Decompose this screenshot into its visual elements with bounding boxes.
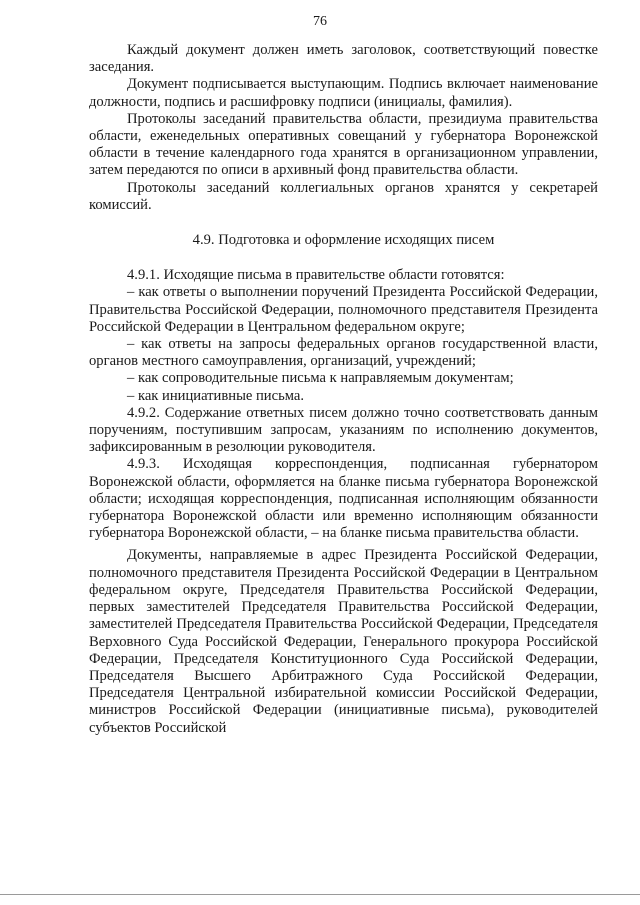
list-item: – как сопроводительные письма к направляемым документам; <box>127 370 514 387</box>
list-item: – как ответы о выполнении поручений Президента Российской Федерации, Правительства Российской Федерации, полномочного представителя Президента Российской Федерации в Центральном федеральном округе; <box>89 284 598 335</box>
paragraph-documents-addressees: Документы, направляемые в адрес Президента Российской Федерации, полномочного представителя Президента Российской Федерации в Центральном федеральном округе, Председателя Правительства Российской Федерации, первых заместителей Председателя Правительства Российской Федерации, заместителей Председателя Правительства Российской Федерации, Председателя Верховного Суда Российской Федерации, Генерального прокурора Российской Федерации, Председателя Конституционного Суда Российской Федерации, Председателя Высшего Арбитражного Суда Российской Федерации, Председателя Центральной избирательной комиссии Российской Федерации, министров Российской Федерации (инициативные письма), руководителей субъектов Российской <box>89 547 598 736</box>
paragraph-heading-requirement: Каждый документ должен иметь заголовок, соответствующий повестке заседания. <box>89 42 598 76</box>
list-item: – как ответы на запросы федеральных органов государственной власти, органов местного самоуправления, организаций, учреждений; <box>89 336 598 370</box>
paragraph-4-9-1: 4.9.1. Исходящие письма в правительстве области готовятся: <box>127 267 505 284</box>
paragraph-collegial-protocols: Протоколы заседаний коллегиальных органов хранятся у секретарей комиссий. <box>89 179 598 213</box>
list-item: – как инициативные письма. <box>127 387 305 404</box>
paragraph-4-9-2: 4.9.2. Содержание ответных писем должно точно соответствовать данным поручениям, поступившим запросам, указаниям по исполнению документов, зафиксированным в резолюции руководителя. <box>89 404 598 456</box>
footer-scan-line <box>0 894 640 895</box>
document-body <box>89 42 598 737</box>
page-number: 76 <box>313 14 327 29</box>
paragraph-protocol-storage: Протоколы заседаний правительства области, президиума правительства области, еженедельных оперативных совещаний у губернатора Воронежской области в течение календарного года хранятся в организационном управлении, затем передаются по описи в архивный фонд правительства области. <box>89 110 598 179</box>
paragraph-4-9-3: 4.9.3. Исходящая корреспонденция, подписанная губернатором Воронежской области, оформляется на бланке письма губернатора Воронежской области; исходящая корреспонденция, подписанная исполняющим обязанности губернатора Воронежской области или временно исполняющим обязанности губернатора Воронежской области, – на бланке письма правительства области. <box>89 456 598 542</box>
paragraph-signature: Документ подписывается выступающим. Подпись включает наименование должности, подпись и расшифровку подписи (инициалы, фамилия). <box>89 76 598 110</box>
section-heading: 4.9. Подготовка и оформление исходящих писем <box>192 232 495 249</box>
